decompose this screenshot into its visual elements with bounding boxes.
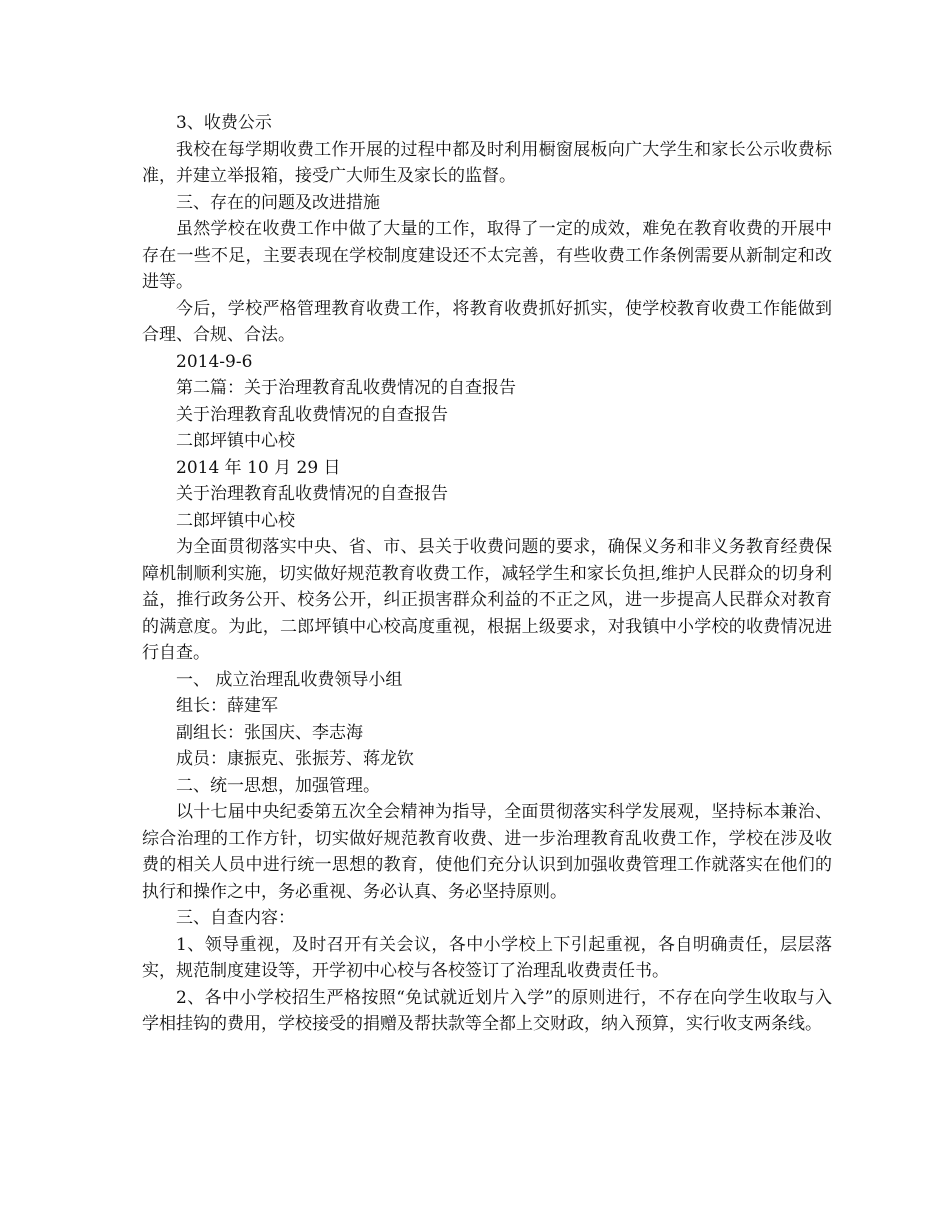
report-title: 关于治理教育乱收费情况的自查报告 [176,404,448,425]
heading-self-check: 三、自查内容： [176,908,295,928]
heading-unify-thinking: 二、统一思想，加强管理。 [176,775,380,796]
section-title-second: 第二篇：关于治理教育乱收费情况的自查报告 [176,378,516,398]
date-line: 2014-9-6 [176,351,253,372]
paragraph-problems: 虽然学校在收费工作中做了大量的工作，取得了一定的成效，难免在教育收费的开展中存在一些不足，主要表现在学校制度建设还不太完善，有些收费工作条例需要从新制定和改进等。 [142,219,832,292]
paragraph-unify-thinking: 以十七届中央纪委第五次全会精神为指导，全面贯彻落实科学发展观，坚持标本兼治、综合治理的工作方针，切实做好规范教育收费、进一步治理教育乱收费工作，学校在涉及收费的相关人员中进行统一思想的教育，使他们充分认识到加强收费管理工作就落实在他们的执行和操作之中，务必重视、务必认真、务必坚持原则。 [142,802,832,902]
paragraph-fee-publicity: 我校在每学期收费工作开展的过程中都及时利用橱窗展板向广大学生和家长公示收费标准，并建立举报箱，接受广大师生及家长的监督。 [142,139,832,186]
paragraph-future: 今后，学校严格管理教育收费工作，将教育收费抓好抓实，使学校教育收费工作能做到合理、合规、合法。 [142,298,832,345]
document-body [142,110,832,1038]
paragraph-self-check-1: 1、领导重视，及时召开有关会议，各中小学校上下引起重视，各自明确责任，层层落实，规范制度建设等，开学初中心校与各校签订了治理乱收费责任书。 [142,934,832,981]
group-members: 成员：康振克、张振芳、蒋龙钦 [176,749,414,769]
heading-leadership-group: 一、 成立治理乱收费领导小组 [176,669,403,690]
heading-problems: 三、存在的问题及改进措施 [176,192,380,213]
group-leader: 组长：薛建军 [176,696,278,716]
school-name: 二郎坪镇中心校 [176,431,295,451]
group-deputy-leaders: 副组长：张国庆、李志海 [176,722,363,743]
paragraph-self-check-2: 2、各中小学校招生严格按照“免试就近划片入学”的原则进行，不存在向学生收取与入学相挂钩的费用，学校接受的捐赠及帮扶款等全都上交财政，纳入预算，实行收支两条线。 [142,987,832,1034]
heading-fee-publicity: 3、收费公示 [176,113,272,133]
paragraph-intro: 为全面贯彻落实中央、省、市、县关于收费问题的要求，确保义务和非义务教育经费保障机制顺利实施，切实做好规范教育收费工作，减轻学生和家长负担,维护人民群众的切身利益，推行政务公开、校务公开，纠正损害群众利益的不正之风，进一步提高人民群众对教育的满意度。为此，二郎坪镇中心校高度重视，根据上级要求，对我镇中小学校的收费情况进行自查。 [142,537,832,663]
report-date: 2014 年 10 月 29 日 [176,457,341,478]
school-name-repeat: 二郎坪镇中心校 [176,510,295,531]
report-title-repeat: 关于治理教育乱收费情况的自查报告 [176,484,448,504]
